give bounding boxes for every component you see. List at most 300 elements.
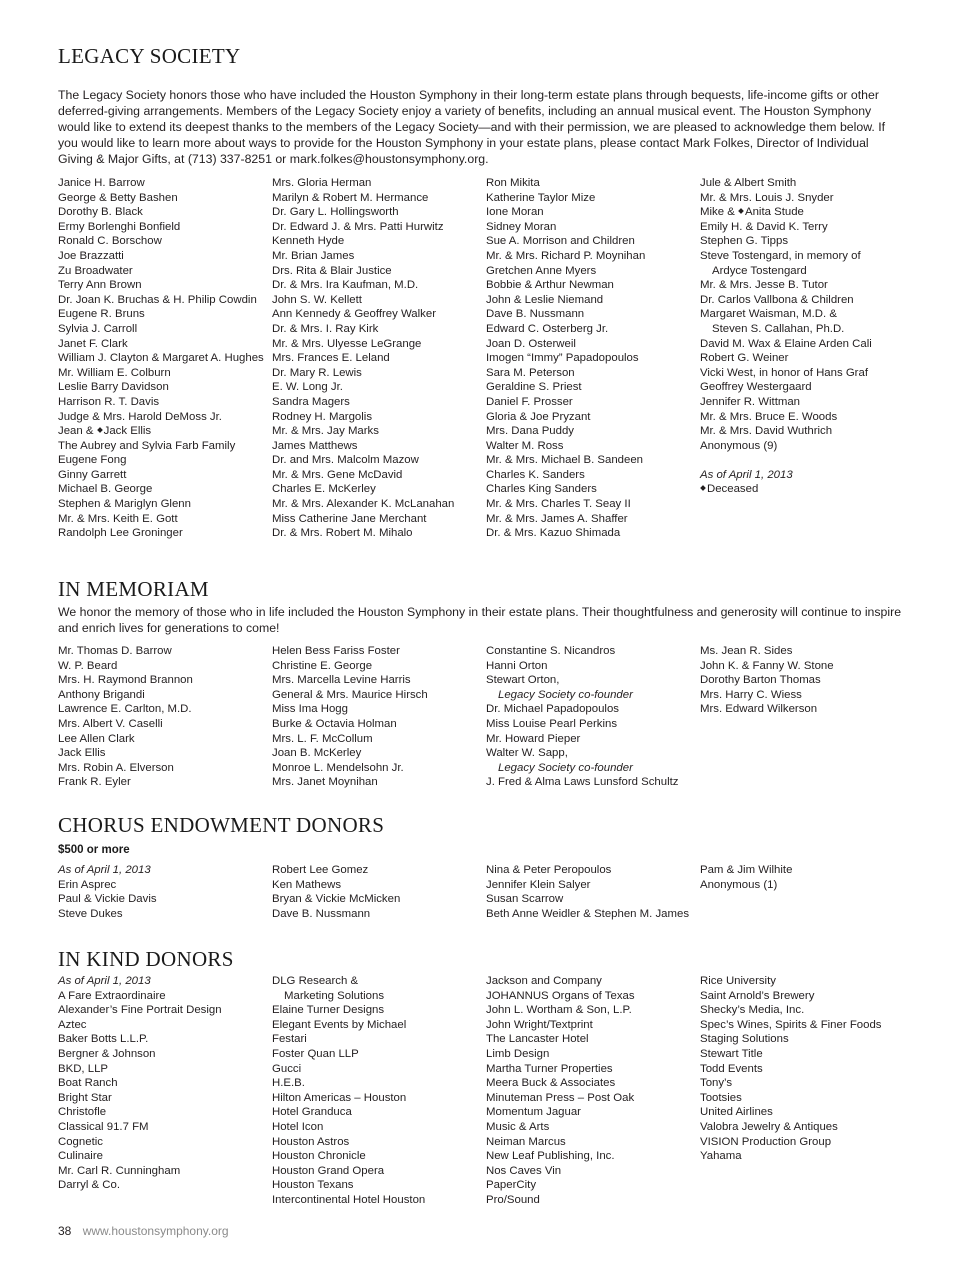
- donor-name: [700, 234, 910, 249]
- donor-name: [486, 395, 700, 410]
- name-text: Ron Mikita: [486, 177, 540, 189]
- donor-name: [272, 424, 486, 439]
- name-text: Elaine Turner Designs: [272, 1004, 385, 1017]
- donor-name: [58, 249, 272, 264]
- name-text: Todd Events: [700, 1062, 763, 1075]
- name-text: Dr. Carlos Vallbona & Children: [700, 293, 854, 306]
- name-text: Dr. Edward J. & Mrs. Patti Hurwitz: [272, 220, 444, 233]
- name-text: Kenneth Hyde: [272, 235, 345, 248]
- name-text: Music & Arts: [486, 1120, 550, 1133]
- donor-name: [272, 395, 486, 410]
- donor-name: [58, 1120, 272, 1135]
- name-text: Nina & Peter Peropoulos: [486, 864, 612, 876]
- name-text: Susan Scarrow: [486, 893, 564, 906]
- name-text: Meera Buck & Associates: [486, 1077, 616, 1090]
- name-text: Mr. & Mrs. Louis J. Snyder: [700, 191, 834, 204]
- donor-name: [700, 424, 910, 439]
- name-text: Steve Tostengard, in memory of: [700, 249, 861, 262]
- donor-name: [272, 1178, 486, 1193]
- donor-name: [58, 497, 272, 512]
- name-text: Daniel F. Prosser: [486, 395, 573, 408]
- donor-name: [700, 878, 910, 893]
- donor-name: [272, 176, 486, 191]
- donor-name: [486, 264, 700, 279]
- donor-name: [58, 439, 272, 454]
- donor-name: [58, 1003, 272, 1018]
- donor-name: [700, 688, 910, 703]
- name-text: Jennifer R. Wittman: [700, 395, 801, 408]
- name-text: Eugene R. Bruns: [58, 308, 145, 321]
- donor-name: [58, 907, 272, 922]
- donor-name: [272, 892, 486, 907]
- donor-name: [486, 512, 700, 527]
- donor-name: [486, 1164, 700, 1179]
- donor-name: [700, 1018, 910, 1033]
- name-text: Dr. & Mrs. Ira Kaufman, M.D.: [272, 279, 419, 292]
- name-text: Sandra Magers: [272, 395, 350, 408]
- donor-name: [272, 220, 486, 235]
- donor-name: [58, 1018, 272, 1033]
- in-kind-donors-title: IN KIND DONORS: [58, 947, 234, 971]
- donor-name: [700, 366, 910, 381]
- name-text: Hotel Granduca: [272, 1106, 352, 1119]
- name-text: Mr. & Mrs. Jesse B. Tutor: [700, 279, 828, 292]
- name-text: Gloria & Joe Pryzant: [486, 410, 591, 423]
- donor-name: [272, 468, 486, 483]
- name-text: Jack Ellis: [103, 425, 152, 438]
- name-text: Joan D. Osterweil: [486, 337, 576, 350]
- name-text: Robert G. Weiner: [700, 352, 789, 365]
- name-text: Dr. & Mrs. I. Ray Kirk: [272, 322, 379, 335]
- donor-name: [58, 512, 272, 527]
- donor-name: [58, 1135, 272, 1150]
- name-text: Sidney Moran: [486, 220, 557, 233]
- name-text: Mr. & Mrs. Gene McDavid: [272, 468, 403, 481]
- name-text: Jean &: [58, 425, 97, 438]
- name-text: Mr. William E. Colburn: [58, 366, 171, 379]
- donor-name: [272, 337, 486, 352]
- donor-name: [272, 1062, 486, 1077]
- name-text: Ginny Garrett: [58, 468, 127, 481]
- name-text: Anthony Brigandi: [58, 688, 145, 701]
- donor-name: [486, 1003, 700, 1018]
- name-text: Mike &: [700, 206, 738, 219]
- donor-name: [700, 659, 910, 674]
- donor-name: [486, 1193, 700, 1208]
- name-text: Spec’s Wines, Spirits & Finer Foods: [700, 1018, 882, 1031]
- name-text: Gretchen Anne Myers: [486, 264, 597, 277]
- donor-name: [486, 878, 700, 893]
- name-text: Randolph Lee Groninger: [58, 527, 183, 540]
- note-line: [486, 761, 700, 776]
- name-text: Joan B. McKerley: [272, 747, 362, 760]
- name-text: Martha Turner Properties: [486, 1062, 613, 1075]
- name-text: Dave B. Nussmann: [272, 907, 371, 920]
- name-text: Judge & Mrs. Harold DeMoss Jr.: [58, 410, 222, 423]
- donor-name: [486, 337, 700, 352]
- name-text: BKD, LLP: [58, 1062, 109, 1075]
- name-text: Monroe L. Mendelsohn Jr.: [272, 761, 404, 774]
- name-text: United Airlines: [700, 1106, 773, 1119]
- name-text: PaperCity: [486, 1179, 537, 1192]
- name-column: [486, 863, 700, 921]
- name-text: Dr. and Mrs. Malcolm Mazow: [272, 454, 419, 467]
- name-text: Shecky’s Media, Inc.: [700, 1004, 805, 1017]
- donor-name: [486, 307, 700, 322]
- chorus-endowment-list: [58, 863, 918, 921]
- in-memoriam-title: IN MEMORIAM: [58, 577, 209, 601]
- donor-name: [272, 1135, 486, 1150]
- name-text: Jule & Albert Smith: [700, 177, 797, 189]
- name-text: Charles E. McKerley: [272, 483, 376, 496]
- donor-name: [486, 424, 700, 439]
- name-text: Baker Botts L.L.P.: [58, 1033, 149, 1046]
- name-column: [272, 974, 486, 1208]
- name-text: Emily H. & David K. Terry: [700, 220, 828, 233]
- donor-name: [58, 526, 272, 541]
- name-text: Mrs. Marcella Levine Harris: [272, 674, 411, 687]
- donor-name: [700, 278, 910, 293]
- donor-name: [486, 220, 700, 235]
- chorus-endowment-title: CHORUS ENDOWMENT DONORS: [58, 813, 385, 837]
- name-text: Charles K. Sanders: [486, 468, 585, 481]
- donor-name: [58, 673, 272, 688]
- name-text: The Lancaster Hotel: [486, 1033, 589, 1046]
- name-text: Mr. & Mrs. Ulyesse LeGrange: [272, 337, 422, 350]
- name-text: William J. Clayton & Margaret A. Hughes: [58, 352, 264, 365]
- name-text: Lawrence E. Carlton, M.D.: [58, 703, 192, 716]
- name-text: George & Betty Bashen: [58, 191, 178, 204]
- name-text: James Matthews: [272, 439, 358, 452]
- name-text: Festari: [272, 1033, 307, 1046]
- name-text: Dr. Joan K. Bruchas & H. Philip Cowdin: [58, 293, 257, 306]
- name-text: Geraldine S. Priest: [486, 381, 582, 394]
- donor-name: [272, 1164, 486, 1179]
- donor-name: [272, 307, 486, 322]
- donor-name: [272, 1091, 486, 1106]
- name-text: As of April 1, 2013: [700, 468, 793, 481]
- donor-name: [272, 234, 486, 249]
- name-text: Drs. Rita & Blair Justice: [272, 264, 392, 277]
- donor-name: [486, 380, 700, 395]
- name-text: Houston Astros: [272, 1135, 350, 1148]
- name-text: Pro/Sound: [486, 1193, 540, 1206]
- name-text: John K. & Fanny W. Stone: [700, 659, 834, 672]
- name-column: [486, 644, 700, 790]
- name-text: Legacy Society co-founder: [498, 761, 633, 774]
- name-text: Hotel Icon: [272, 1120, 324, 1133]
- in-memoriam-list: [58, 644, 918, 790]
- name-text: Anonymous (9): [700, 439, 778, 452]
- donor-name: [486, 1076, 700, 1091]
- footer-url[interactable]: www.houstonsymphony.org: [82, 1224, 229, 1238]
- donor-name: [486, 1032, 700, 1047]
- name-text: Jack Ellis: [58, 747, 106, 760]
- name-text: Edward C. Osterberg Jr.: [486, 322, 609, 335]
- name-text: Burke & Octavia Holman: [272, 717, 397, 730]
- name-text: Culinaire: [58, 1150, 103, 1163]
- name-text: Mrs. Janet Moynihan: [272, 776, 378, 789]
- donor-name: [700, 1076, 910, 1091]
- donor-name: [58, 1047, 272, 1062]
- donor-name: [486, 644, 700, 659]
- name-text: Vicki West, in honor of Hans Graf: [700, 366, 868, 379]
- name-text: Frank R. Eyler: [58, 776, 131, 789]
- legacy-society-title: LEGACY SOCIETY: [58, 44, 241, 68]
- donor-name: [700, 482, 910, 497]
- donor-name: [486, 1047, 700, 1062]
- note-line: [700, 468, 910, 483]
- name-text: Beth Anne Weidler & Stephen M. James: [486, 907, 690, 920]
- name-text: Anita Stude: [744, 206, 804, 219]
- donor-name: [700, 1091, 910, 1106]
- name-text: Ardyce Tostengard: [712, 264, 807, 277]
- donor-name: [58, 1076, 272, 1091]
- name-text: Dr. & Mrs. Kazuo Shimada: [486, 527, 621, 540]
- name-text: Christofle: [58, 1106, 107, 1119]
- name-text: Momentum Jaguar: [486, 1106, 581, 1119]
- donor-name: [58, 220, 272, 235]
- name-text: Mr. & Mrs. Michael B. Sandeen: [486, 454, 643, 467]
- donor-name: [486, 1018, 700, 1033]
- name-text: Charles King Sanders: [486, 483, 597, 496]
- donor-name: [272, 497, 486, 512]
- donor-name: [272, 688, 486, 703]
- donor-name: [486, 1178, 700, 1193]
- name-text: Marketing Solutions: [284, 989, 385, 1002]
- name-text: Janice H. Barrow: [58, 177, 145, 189]
- name-text: Tony’s: [700, 1077, 733, 1090]
- donor-name: [700, 439, 910, 454]
- donor-name: [272, 1120, 486, 1135]
- name-text: Anonymous (1): [700, 878, 778, 891]
- donor-name: [272, 453, 486, 468]
- donor-name: [486, 322, 700, 337]
- donor-name: [58, 234, 272, 249]
- legacy-society-list: [58, 176, 918, 541]
- donor-name: [58, 191, 272, 206]
- name-text: Imogen “Immy” Papadopoulos: [486, 352, 639, 365]
- donor-name: [58, 351, 272, 366]
- name-column: [486, 974, 700, 1208]
- donor-name: [486, 659, 700, 674]
- donor-name: [272, 907, 486, 922]
- name-text: Gucci: [272, 1062, 302, 1075]
- donor-name: [486, 746, 700, 761]
- name-text: Mr. & Mrs. David Wuthrich: [700, 425, 833, 438]
- donor-name: [58, 278, 272, 293]
- name-text: Houston Texans: [272, 1179, 354, 1192]
- donor-name: [272, 863, 486, 878]
- donor-name: [58, 688, 272, 703]
- name-text: Sara M. Peterson: [486, 366, 575, 379]
- name-text: Erin Asprec: [58, 878, 117, 891]
- in-memoriam-intro: We honor the memory of those who in life included the Houston Symphony in their estate plans. Their thoughtfulness and generosity will continue to inspire and enrich lives for generations to come!: [58, 605, 902, 635]
- donor-name: [58, 989, 272, 1004]
- page-number: 38: [58, 1224, 72, 1238]
- name-text: Ronald C. Borschow: [58, 235, 162, 248]
- donor-name: [58, 659, 272, 674]
- donor-name: [272, 732, 486, 747]
- donor-name: [272, 644, 486, 659]
- name-text: Houston Chronicle: [272, 1150, 366, 1163]
- donor-name: [272, 322, 486, 337]
- name-text: Sylvia J. Carroll: [58, 322, 138, 335]
- donor-name: [700, 176, 910, 191]
- name-column: [272, 644, 486, 790]
- donor-name: [58, 176, 272, 191]
- donor-name: [700, 293, 910, 308]
- name-text: Classical 91.7 FM: [58, 1120, 149, 1133]
- name-text: As of April 1, 2013: [58, 975, 151, 987]
- donor-name: [486, 892, 700, 907]
- name-text: H.E.B.: [272, 1077, 305, 1090]
- donor-name: [486, 453, 700, 468]
- name-text: Leslie Barry Davidson: [58, 381, 169, 394]
- name-text: New Leaf Publishing, Inc.: [486, 1150, 615, 1163]
- donor-name: [272, 1032, 486, 1047]
- name-text: Boat Ranch: [58, 1077, 118, 1090]
- name-text: Valobra Jewelry & Antiques: [700, 1120, 838, 1133]
- donor-name: [486, 526, 700, 541]
- name-column: [58, 644, 272, 790]
- donor-name: [486, 717, 700, 732]
- name-text: Margaret Waisman, M.D. &: [700, 308, 837, 321]
- donor-name: [58, 410, 272, 425]
- name-text: Mrs. Albert V. Caselli: [58, 717, 163, 730]
- donor-name: [700, 453, 910, 468]
- name-text: Mrs. Edward Wilkerson: [700, 703, 818, 716]
- donor-name: [272, 1018, 486, 1033]
- name-text: A Fare Extraordinaire: [58, 989, 166, 1002]
- name-text: Joe Brazzatti: [58, 249, 124, 262]
- donor-name: [58, 337, 272, 352]
- donor-name: [272, 1149, 486, 1164]
- donor-name: [700, 205, 910, 220]
- donor-name: [272, 746, 486, 761]
- name-column: [486, 176, 700, 541]
- name-text: Lee Allen Clark: [58, 732, 135, 745]
- name-text: Dave B. Nussmann: [486, 308, 585, 321]
- donor-name: [272, 410, 486, 425]
- name-text: Hanni Orton: [486, 659, 548, 672]
- name-text: Ms. Jean R. Sides: [700, 645, 793, 657]
- donor-name: [58, 717, 272, 732]
- donor-name: [272, 526, 486, 541]
- donor-name: [272, 512, 486, 527]
- deceased-marker-icon: [700, 486, 706, 492]
- name-text: Paul & Vickie Davis: [58, 893, 157, 906]
- donor-name: [272, 659, 486, 674]
- donor-name: [700, 1062, 910, 1077]
- name-text: Staging Solutions: [700, 1033, 789, 1046]
- name-column: [272, 176, 486, 541]
- name-text: Dorothy Barton Thomas: [700, 674, 821, 687]
- donor-name: [700, 1047, 910, 1062]
- donor-name: [272, 264, 486, 279]
- donor-name: [486, 293, 700, 308]
- name-text: Walter M. Ross: [486, 439, 564, 452]
- donor-name: [700, 673, 910, 688]
- donor-name: [486, 863, 700, 878]
- name-column: [700, 863, 910, 921]
- donor-name: [58, 205, 272, 220]
- note-line: [58, 863, 272, 878]
- name-text: Constantine S. Nicandros: [486, 645, 616, 657]
- name-text: JOHANNUS Organs of Texas: [486, 989, 635, 1002]
- donor-name: [272, 1003, 486, 1018]
- donor-name: [272, 974, 486, 989]
- donor-name: [58, 775, 272, 790]
- name-text: Eugene Fong: [58, 454, 127, 467]
- deceased-marker-icon: [97, 427, 103, 433]
- name-text: General & Mrs. Maurice Hirsch: [272, 688, 428, 701]
- donor-name: [58, 1178, 272, 1193]
- name-text: Michael B. George: [58, 483, 153, 496]
- name-text: J. Fred & Alma Laws Lunsford Schultz: [486, 776, 679, 789]
- donor-name: [486, 1105, 700, 1120]
- name-text: Intercontinental Hotel Houston: [272, 1193, 426, 1206]
- donor-name: [58, 1032, 272, 1047]
- name-text: Pam & Jim Wilhite: [700, 864, 793, 876]
- name-text: Nos Caves Vin: [486, 1164, 562, 1177]
- name-text: DLG Research &: [272, 975, 359, 987]
- name-text: Neiman Marcus: [486, 1135, 566, 1148]
- name-text: Stewart Title: [700, 1047, 763, 1060]
- name-text: Saint Arnold’s Brewery: [700, 989, 815, 1002]
- name-text: Walter W. Sapp,: [486, 747, 568, 760]
- donor-name: [272, 366, 486, 381]
- donor-name: [272, 191, 486, 206]
- donor-name: [486, 1062, 700, 1077]
- name-text: Darryl & Co.: [58, 1179, 121, 1192]
- name-text: Marilyn & Robert M. Hermance: [272, 191, 429, 204]
- donor-name: [700, 1105, 910, 1120]
- donor-name: [486, 1120, 700, 1135]
- donor-name: [486, 410, 700, 425]
- name-text: Ione Moran: [486, 206, 544, 219]
- donor-name: [272, 989, 486, 1004]
- donor-name: [58, 453, 272, 468]
- name-text: Geoffrey Westergaard: [700, 381, 812, 394]
- donor-name: [700, 337, 910, 352]
- name-text: Miss Ima Hogg: [272, 703, 348, 716]
- name-text: Hilton Americas – Houston: [272, 1091, 407, 1104]
- name-text: John L. Wortham & Son, L.P.: [486, 1004, 632, 1017]
- name-text: Ermy Borlenghi Bonfield: [58, 220, 181, 233]
- name-text: Limb Design: [486, 1047, 550, 1060]
- deceased-marker-icon: [738, 208, 744, 214]
- legacy-society-intro: The Legacy Society honors those who have included the Houston Symphony in their long-term estate plans through bequests, life-income gifts or other deferred-giving arrangements. Members of the Legacy Society enjoy a variety of benefits, including an annual musical event. The Houston Symphony would like to extend its deepest thanks to the members of the Legacy Society—and with their permission, we are pleased to acknowledge them below. If you would like to learn more about ways to provide for the Houston Symphony in your estate plans, please contact Mark Folkes, Director of Individual Giving & Major Gifts, at (713) 337-8251 or mark.folkes@houstonsymphony.org.: [58, 88, 886, 166]
- name-text: Jackson and Company: [486, 975, 602, 987]
- name-text: David M. Wax & Elaine Arden Cali: [700, 337, 872, 350]
- name-text: Elegant Events by Michael: [272, 1018, 407, 1031]
- donor-name: [58, 1164, 272, 1179]
- name-text: Yahama: [700, 1150, 742, 1163]
- donor-name: [58, 892, 272, 907]
- donor-name: [700, 974, 910, 989]
- name-text: Mrs. Robin A. Elverson: [58, 761, 174, 774]
- donor-name: [272, 380, 486, 395]
- donor-name: [58, 746, 272, 761]
- name-text: Dr. & Mrs. Robert M. Mihalo: [272, 527, 413, 540]
- donor-name: [58, 1062, 272, 1077]
- name-text: Mr. & Mrs. Keith E. Gott: [58, 512, 178, 525]
- donor-name: [486, 191, 700, 206]
- name-text: Foster Quan LLP: [272, 1047, 359, 1060]
- donor-name: [272, 761, 486, 776]
- name-column: [700, 644, 910, 790]
